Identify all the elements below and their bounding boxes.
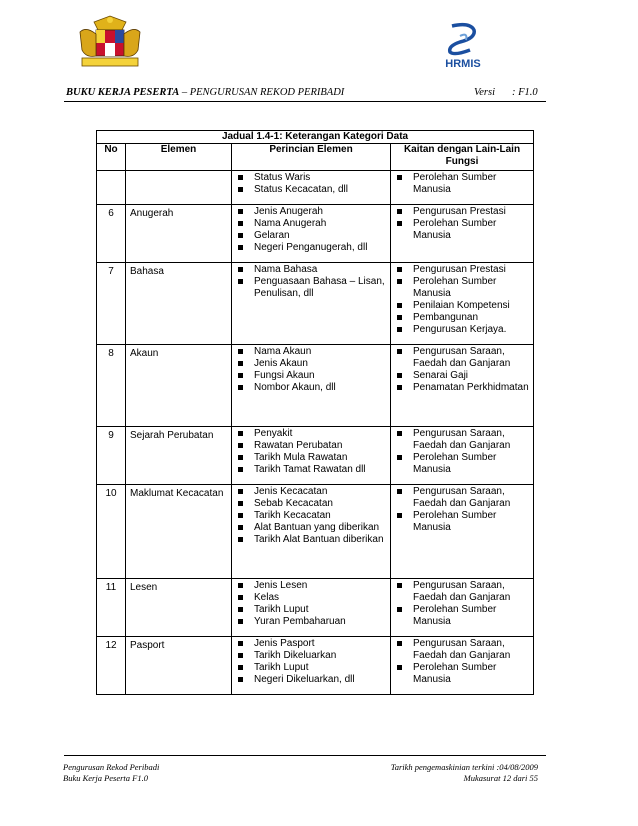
table-row	[97, 427, 534, 485]
table-caption: Jadual 1.4-1: Keterangan Kategori Data	[97, 131, 534, 144]
row-kaitan	[391, 205, 534, 263]
col-header-elemen: Elemen	[126, 144, 232, 171]
row-kaitan-list	[391, 346, 533, 394]
row-perincian	[232, 427, 391, 485]
row-number: 9	[97, 427, 126, 485]
footer-rule	[64, 755, 546, 756]
row-kaitan	[391, 171, 534, 205]
col-header-perincian: Perincian Elemen	[232, 144, 391, 171]
bullet-item: Pengurusan Kerjaya.	[391, 324, 533, 336]
row-number: 10	[97, 485, 126, 579]
row-kaitan	[391, 485, 534, 579]
row-perincian-list	[232, 172, 390, 196]
bullet-item: Pengurusan Prestasi	[391, 264, 533, 276]
footer-page-number: Mukasurat 12 dari 55	[463, 772, 538, 783]
row-elemen: Akaun	[126, 345, 232, 427]
footer-left-line2: Buku Kerja Peserta F1.0	[63, 772, 148, 783]
bullet-item: Tarikh Dikeluarkan	[232, 650, 390, 662]
bullet-item: Penyakit	[232, 428, 390, 440]
bullet-item: Pengurusan Saraan, Faedah dan Ganjaran	[391, 346, 533, 370]
data-category-table	[96, 130, 534, 695]
row-elemen: Sejarah Perubatan	[126, 427, 232, 485]
table-row	[97, 263, 534, 345]
row-perincian	[232, 171, 391, 205]
bullet-item: Penamatan Perkhidmatan	[391, 382, 533, 394]
row-perincian	[232, 637, 391, 695]
header-title-rest: – PENGURUSAN REKOD PERIBADI	[179, 87, 345, 98]
bullet-item: Fungsi Akaun	[232, 370, 390, 382]
bullet-item: Pembangunan	[391, 312, 533, 324]
table-row	[97, 637, 534, 695]
bullet-item: Pengurusan Saraan, Faedah dan Ganjaran	[391, 638, 533, 662]
row-kaitan	[391, 263, 534, 345]
bullet-item: Pengurusan Saraan, Faedah dan Ganjaran	[391, 486, 533, 510]
bullet-item: Pengurusan Prestasi	[391, 206, 533, 218]
table-row	[97, 205, 534, 263]
bullet-item: Nama Bahasa	[232, 264, 390, 276]
row-elemen: Pasport	[126, 637, 232, 695]
footer-left-line1: Pengurusan Rekod Peribadi	[63, 762, 160, 772]
header-title	[66, 87, 344, 98]
version-value: : F1.0	[512, 87, 538, 98]
bullet-item: Gelaran	[232, 230, 390, 242]
row-elemen: Maklumat Kecacatan	[126, 485, 232, 579]
row-kaitan-list	[391, 206, 533, 242]
row-number: 11	[97, 579, 126, 637]
bullet-item: Yuran Pembaharuan	[232, 616, 390, 628]
bullet-item: Tarikh Luput	[232, 604, 390, 616]
hrmis-logo	[430, 20, 496, 72]
row-perincian-list	[232, 638, 390, 686]
row-elemen	[126, 171, 232, 205]
bullet-item: Status Kecacatan, dll	[232, 184, 390, 196]
bullet-item: Tarikh Luput	[232, 662, 390, 674]
row-number	[97, 171, 126, 205]
row-number: 7	[97, 263, 126, 345]
row-number: 6	[97, 205, 126, 263]
bullet-item: Perolehan Sumber Manusia	[391, 452, 533, 476]
row-kaitan	[391, 637, 534, 695]
col-header-no: No	[97, 144, 126, 171]
bullet-item: Nama Akaun	[232, 346, 390, 358]
bullet-item: Perolehan Sumber Manusia	[391, 604, 533, 628]
row-kaitan	[391, 427, 534, 485]
bullet-item: Perolehan Sumber Manusia	[391, 276, 533, 300]
col-header-kaitan: Kaitan dengan Lain-Lain Fungsi	[391, 144, 534, 171]
row-kaitan-list	[391, 638, 533, 686]
table-row	[97, 345, 534, 427]
table-row	[97, 171, 534, 205]
row-perincian	[232, 485, 391, 579]
bullet-item: Tarikh Alat Bantuan diberikan	[232, 534, 390, 546]
row-kaitan-list	[391, 486, 533, 534]
row-perincian-list	[232, 206, 390, 254]
bullet-item: Pengurusan Saraan, Faedah dan Ganjaran	[391, 580, 533, 604]
bullet-item: Perolehan Sumber Manusia	[391, 510, 533, 534]
bullet-item: Rawatan Perubatan	[232, 440, 390, 452]
bullet-item: Pengurusan Saraan, Faedah dan Ganjaran	[391, 428, 533, 452]
row-perincian-list	[232, 580, 390, 628]
row-number: 12	[97, 637, 126, 695]
footer-update-date: Tarikh pengemaskinian terkini :04/08/2009	[390, 762, 538, 772]
bullet-item: Status Waris	[232, 172, 390, 184]
bullet-item: Perolehan Sumber Manusia	[391, 662, 533, 686]
coat-of-arms-logo	[72, 12, 148, 70]
bullet-item: Sebab Kecacatan	[232, 498, 390, 510]
bullet-item: Penguasaan Bahasa – Lisan, Penulisan, dll	[232, 276, 390, 300]
row-perincian	[232, 263, 391, 345]
row-perincian-list	[232, 428, 390, 476]
table-row	[97, 579, 534, 637]
header-rule	[64, 101, 546, 102]
bullet-item: Nombor Akaun, dll	[232, 382, 390, 394]
row-number: 8	[97, 345, 126, 427]
row-kaitan	[391, 345, 534, 427]
bullet-item: Alat Bantuan yang diberikan	[232, 522, 390, 534]
bullet-item: Tarikh Tamat Rawatan dll	[232, 464, 390, 476]
page-header	[66, 85, 544, 101]
bullet-item: Nama Anugerah	[232, 218, 390, 230]
row-elemen: Bahasa	[126, 263, 232, 345]
bullet-item: Perolehan Sumber Manusia	[391, 218, 533, 242]
row-kaitan-list	[391, 172, 533, 196]
row-perincian	[232, 579, 391, 637]
bullet-item: Jenis Anugerah	[232, 206, 390, 218]
bullet-item: Jenis Kecacatan	[232, 486, 390, 498]
bullet-item: Tarikh Kecacatan	[232, 510, 390, 522]
bullet-item: Negeri Penganugerah, dll	[232, 242, 390, 254]
row-perincian-list	[232, 486, 390, 546]
row-perincian	[232, 345, 391, 427]
bullet-item: Jenis Pasport	[232, 638, 390, 650]
bullet-item: Jenis Akaun	[232, 358, 390, 370]
version-label: Versi	[474, 87, 495, 98]
header-title-bold: BUKU KERJA PESERTA	[66, 87, 180, 98]
bullet-item: Tarikh Mula Rawatan	[232, 452, 390, 464]
bullet-item: Kelas	[232, 592, 390, 604]
row-perincian	[232, 205, 391, 263]
row-elemen: Anugerah	[126, 205, 232, 263]
bullet-item: Negeri Dikeluarkan, dll	[232, 674, 390, 686]
bullet-item: Jenis Lesen	[232, 580, 390, 592]
row-elemen: Lesen	[126, 579, 232, 637]
table-row	[97, 485, 534, 579]
bullet-item: Senarai Gaji	[391, 370, 533, 382]
row-kaitan-list	[391, 264, 533, 336]
row-perincian-list	[232, 264, 390, 300]
row-perincian-list	[232, 346, 390, 394]
bullet-item: Perolehan Sumber Manusia	[391, 172, 533, 196]
logo-text: HRMIS	[445, 58, 481, 70]
row-kaitan-list	[391, 428, 533, 476]
row-kaitan-list	[391, 580, 533, 628]
bullet-item: Penilaian Kompetensi	[391, 300, 533, 312]
row-kaitan	[391, 579, 534, 637]
